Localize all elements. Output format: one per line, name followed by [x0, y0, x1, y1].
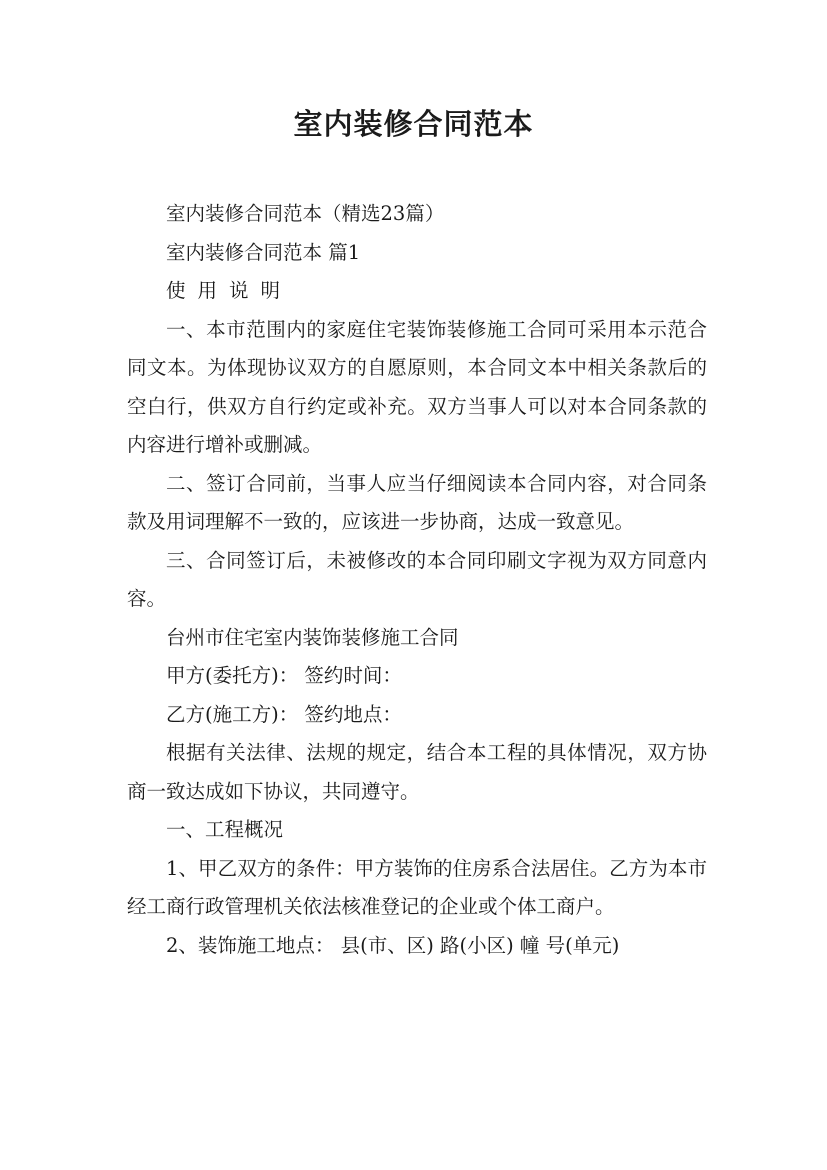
paragraph-section-heading: 室内装修合同范本 篇1 — [166, 240, 361, 264]
paragraph-contract-name: 台州市住宅室内装饰装修施工合同 — [166, 625, 459, 649]
document-body — [127, 195, 707, 965]
paragraph-clause-2: 2、装饰施工地点： 县(市、区) 路(小区) 幢 号(单元) — [166, 933, 620, 957]
paragraph-party-a: 甲方(委托方)： 签约时间： — [166, 664, 402, 687]
paragraph-usage-heading: 使用说明 — [166, 279, 293, 302]
document-title: 室内装修合同范本 — [293, 107, 534, 141]
paragraph-subtitle: 室内装修合同范本（精选23篇） — [166, 202, 445, 225]
paragraph-project-overview-heading: 一、工程概况 — [166, 818, 284, 841]
paragraph-usage-2: 二、签订合同前，当事人应当仔细阅读本合同内容，对合同条款及用词理解不一致的，应该进一步协商，达成一致意见。 — [127, 471, 707, 533]
paragraph-usage-3: 三、合同签订后，未被修改的本合同印刷文字视为双方同意内容。 — [127, 548, 707, 610]
paragraph-party-b: 乙方(施工方)： 签约地点： — [166, 702, 402, 726]
paragraph-usage-1: 一、本市范围内的家庭住宅装饰装修施工合同可采用本示范合同文本。为体现协议双方的自愿原则，本合同文本中相关条款后的空白行，供双方自行约定或补充。双方当事人可以对本合同条款的内容进行增补或删减。 — [127, 317, 707, 456]
paragraph-preamble: 根据有关法律、法规的规定，结合本工程的具体情况，双方协商一致达成如下协议，共同遵守。 — [127, 741, 707, 803]
paragraph-clause-1: 1、甲乙双方的条件：甲方装饰的住房系合法居住。乙方为本市经工商行政管理机关依法核准登记的企业或个体工商户。 — [127, 856, 707, 918]
